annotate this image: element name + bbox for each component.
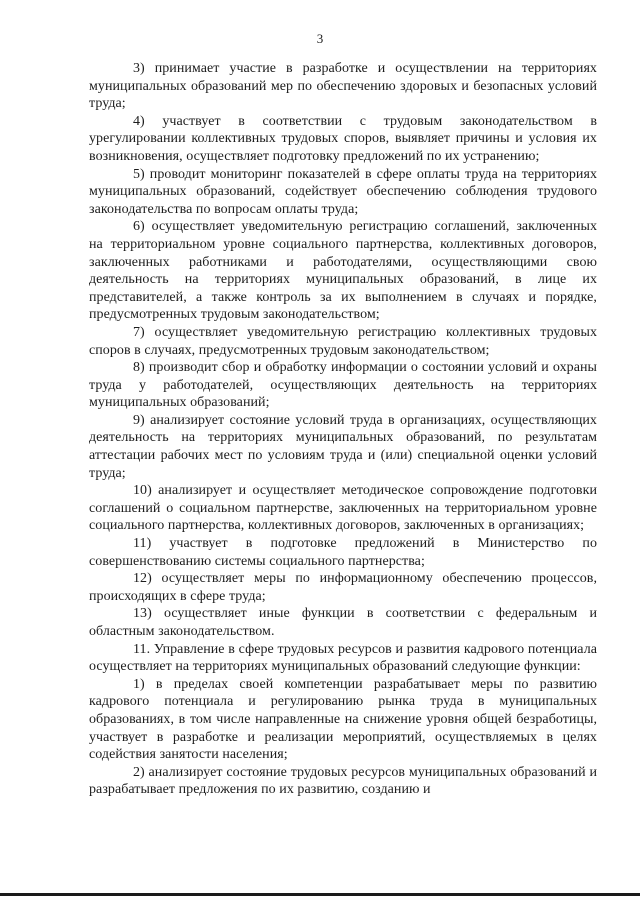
paragraph-item-5: 5) проводит мониторинг показателей в сфере оплаты труда на территориях муниципальных образований, содействует обеспечению соблюдения трудового законодательства по вопросам оплаты труда;	[89, 166, 597, 217]
section-11-item-1: 1) в пределах своей компетенции разрабатывает меры по развитию кадрового потенциала и регулированию рынка труда в муниципальных образованиях, в том числе направленные на снижение уровня общей безработицы, участвует в разработке и реализации мероприятий, осуществляемых в целях содействия занятости населения;	[89, 676, 597, 763]
section-11-item-2: 2) анализирует состояние трудовых ресурсов муниципальных образований и разрабатывает предложения по их развитию, созданию и	[89, 764, 597, 798]
page-bottom-border	[0, 893, 640, 896]
section-11-heading-paragraph: 11. Управление в сфере трудовых ресурсов и развития кадрового потенциала осуществляет на территориях муниципальных образований следующие функции:	[89, 641, 597, 675]
paragraph-item-8: 8) производит сбор и обработку информации о состоянии условий и охраны труда у работодателей, осуществляющих деятельность на территориях муниципальных образований;	[89, 360, 597, 411]
paragraph-item-7: 7) осуществляет уведомительную регистрацию коллективных трудовых споров в случаях, предусмотренных трудовым законодательством;	[89, 324, 597, 358]
paragraph-item-13: 13) осуществляет иные функции в соответствии с федеральным и областным законодательством.	[89, 606, 597, 639]
paragraph-item-9: 9) анализирует состояние условий труда в организациях, осуществляющих деятельность на территориях муниципальных образований, по результатам аттестации рабочих мест по условиям труда и (или) специальной оценки условий труда;	[89, 412, 597, 481]
paragraph-item-3: 3) принимает участие в разработке и осуществлении на территориях муниципальных образований мер по обеспечению здоровых и безопасных условий труда;	[89, 61, 597, 112]
paragraph-item-12: 12) осуществляет меры по информационному обеспечению процессов, происходящих в сфере труда;	[89, 571, 597, 604]
paragraph-item-11: 11) участвует в подготовке предложений в Министерство по совершенствованию системы социального партнерства;	[89, 536, 597, 569]
paragraph-item-4: 4) участвует в соответствии с трудовым законодательством в урегулировании коллективных трудовых споров, выявляет причины и условия их возникновения, осуществляет подготовку предложений по их устранению;	[89, 113, 597, 164]
paragraph-item-10: 10) анализирует и осуществляет методическое сопровождение подготовки соглашений о социальном партнерстве, заключенных на территориальном уровне социального партнерства, коллективных договоров, заключенных в организациях;	[89, 483, 597, 534]
document-body	[89, 60, 597, 799]
page-number: 3	[316, 31, 324, 46]
paragraph-item-6: 6) осуществляет уведомительную регистрацию соглашений, заключенных на территориальном уровне социального партнерства, коллективных договоров, заключенных работниками и работодателями, осуществляющими свою деятельность на территориях муниципальных образований, в лице их представителей, а также контроль за их выполнением в случаях и порядке, предусмотренных трудовым законодательством;	[89, 219, 597, 323]
